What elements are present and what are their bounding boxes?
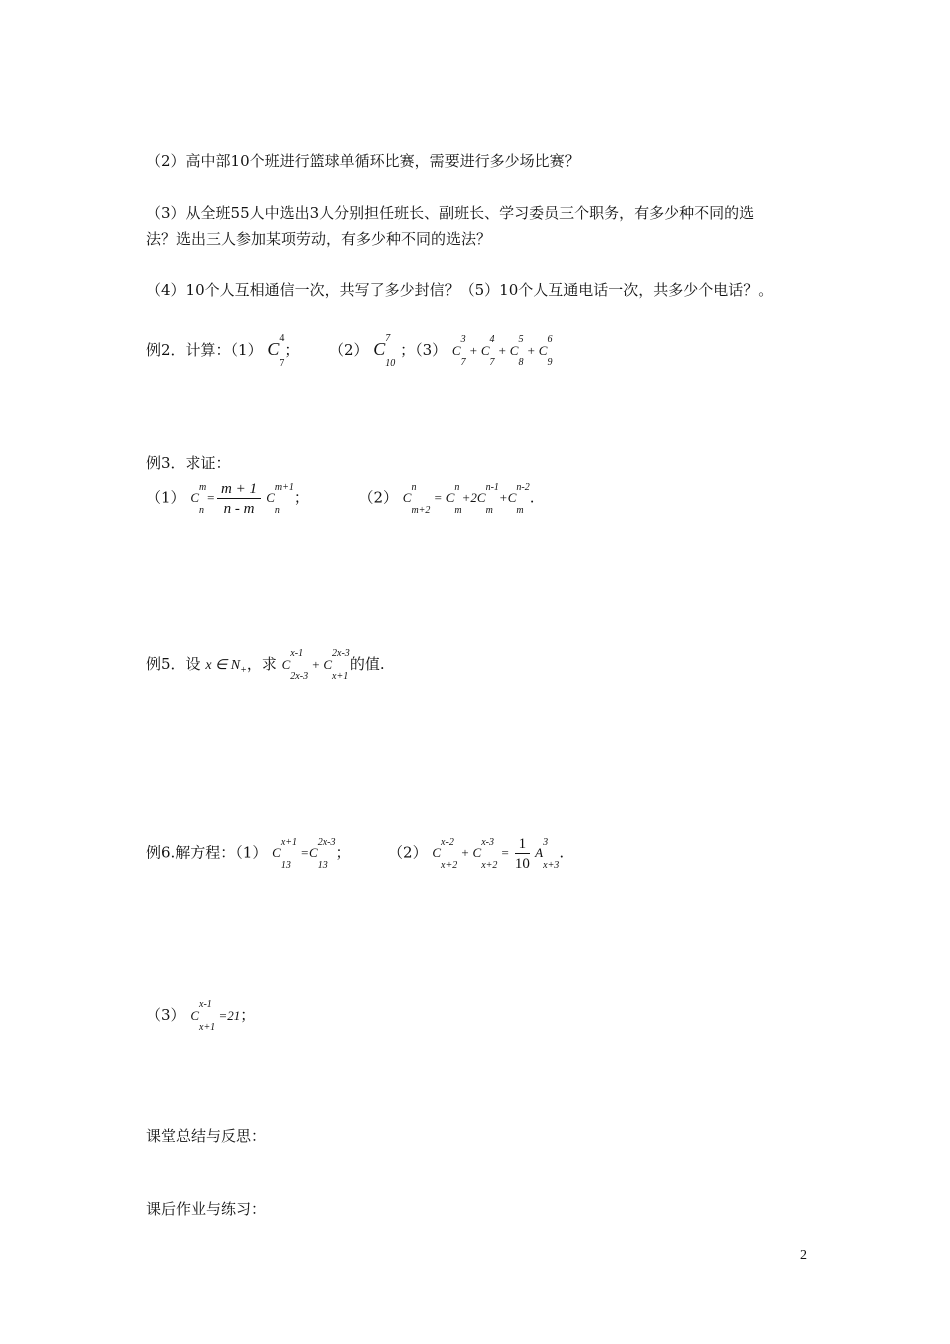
question-3-line-1: （3）从全班55人中选出3人分别担任班长、副班长、学习委员三个职务，有多少种不同的选 — [146, 204, 755, 222]
page-number: 2 — [800, 1248, 807, 1263]
example-6-part-3: （3） $C^{x-1}$ $_{x+1}$ =21； — [146, 999, 256, 1034]
formula-proof-1: $C^m$ $_n$= $\frac{m + 1}{n - m}$ $C^{m+1}$ $_n$ — [190, 481, 294, 517]
homework-heading: 课后作业与练习： — [146, 1200, 267, 1218]
summary-heading: 课堂总结与反思： — [146, 1127, 267, 1145]
formula-eq-1: $C^{x+1}$ $_{13} =C^{2x-3}$ $_{13}$ — [272, 836, 336, 871]
formula-c-sum-ex5: $C^{x-1}$ $_{2x-3} + C^{2x-3}$ $_{x+1}$ — [281, 648, 350, 683]
question-2: （2）高中部10个班进行篮球单循环比赛，需要进行多少场比赛？ — [146, 152, 580, 170]
formula-eq-3: $C^{x-1}$ $_{x+1}$ =21 — [190, 999, 241, 1034]
example-2: 例2．计算：（1） $C^4$ $_7$； （2） $C^7$ $_{10}$ ；（3） $C^3$ $_7 + C^4$ $_7 + C^5$ $_8 + C^6$ $_9$ — [146, 333, 553, 369]
formula-eq-2: $C^{x-2}$ $_{x+2} + C^{x-3}$ $_{x+2}$ = $\frac{1}{10}$ $A^3$ $_{x+3}$ — [432, 836, 560, 872]
question-4-5: （4）10个人互相通信一次，共写了多少封信？（5）10个人互通电话一次，共多少个电话？。 — [146, 281, 774, 299]
formula-proof-2: $C^n$ $_{m+2} = C^n$ $_m+2C^{n-1}$ $_m+C^{n-2}$ $_m$ — [402, 481, 530, 516]
question-3-line-2: 法？选出三人参加某项劳动，有多少种不同的选法？ — [146, 230, 492, 248]
example-3-formulas: （1） $C^m$ $_n$= $\frac{m + 1}{n - m}$ $C^{m+1}$ $_n$； （2） $C^n$ $_{m+2} = C^n$ $_m+2C^{n-1}$ $_m+C^{n-2}$ $_m$. — [146, 481, 535, 517]
example-5: 例5．设 x ∈ $N_+$，求 $C^{x-1}$ $_{2x-3} + C^{2x-3}$ $_{x+1}$的值. — [146, 648, 385, 683]
formula-x-in-n: x ∈ $N_+$ — [205, 658, 247, 676]
example-3-heading: 例3．求证： — [146, 454, 231, 472]
formula-c74: $C^4$ $_7$ — [267, 333, 285, 369]
example-6: 例6.解方程：（1） $C^{x+1}$ $_{13} =C^{2x-3}$ $_{13}$； （2） $C^{x-2}$ $_{x+2} + C^{x-3}$ $_{x+2}$ = $\frac{1}{10}$ $A^3$ $_{x+3}$. — [146, 836, 565, 872]
formula-sum-c: $C^3$ $_7 + C^4$ $_7 + C^5$ $_8 + C^6$ $_9$ — [451, 334, 553, 369]
formula-c107: $C^7$ $_{10}$ — [373, 333, 396, 369]
